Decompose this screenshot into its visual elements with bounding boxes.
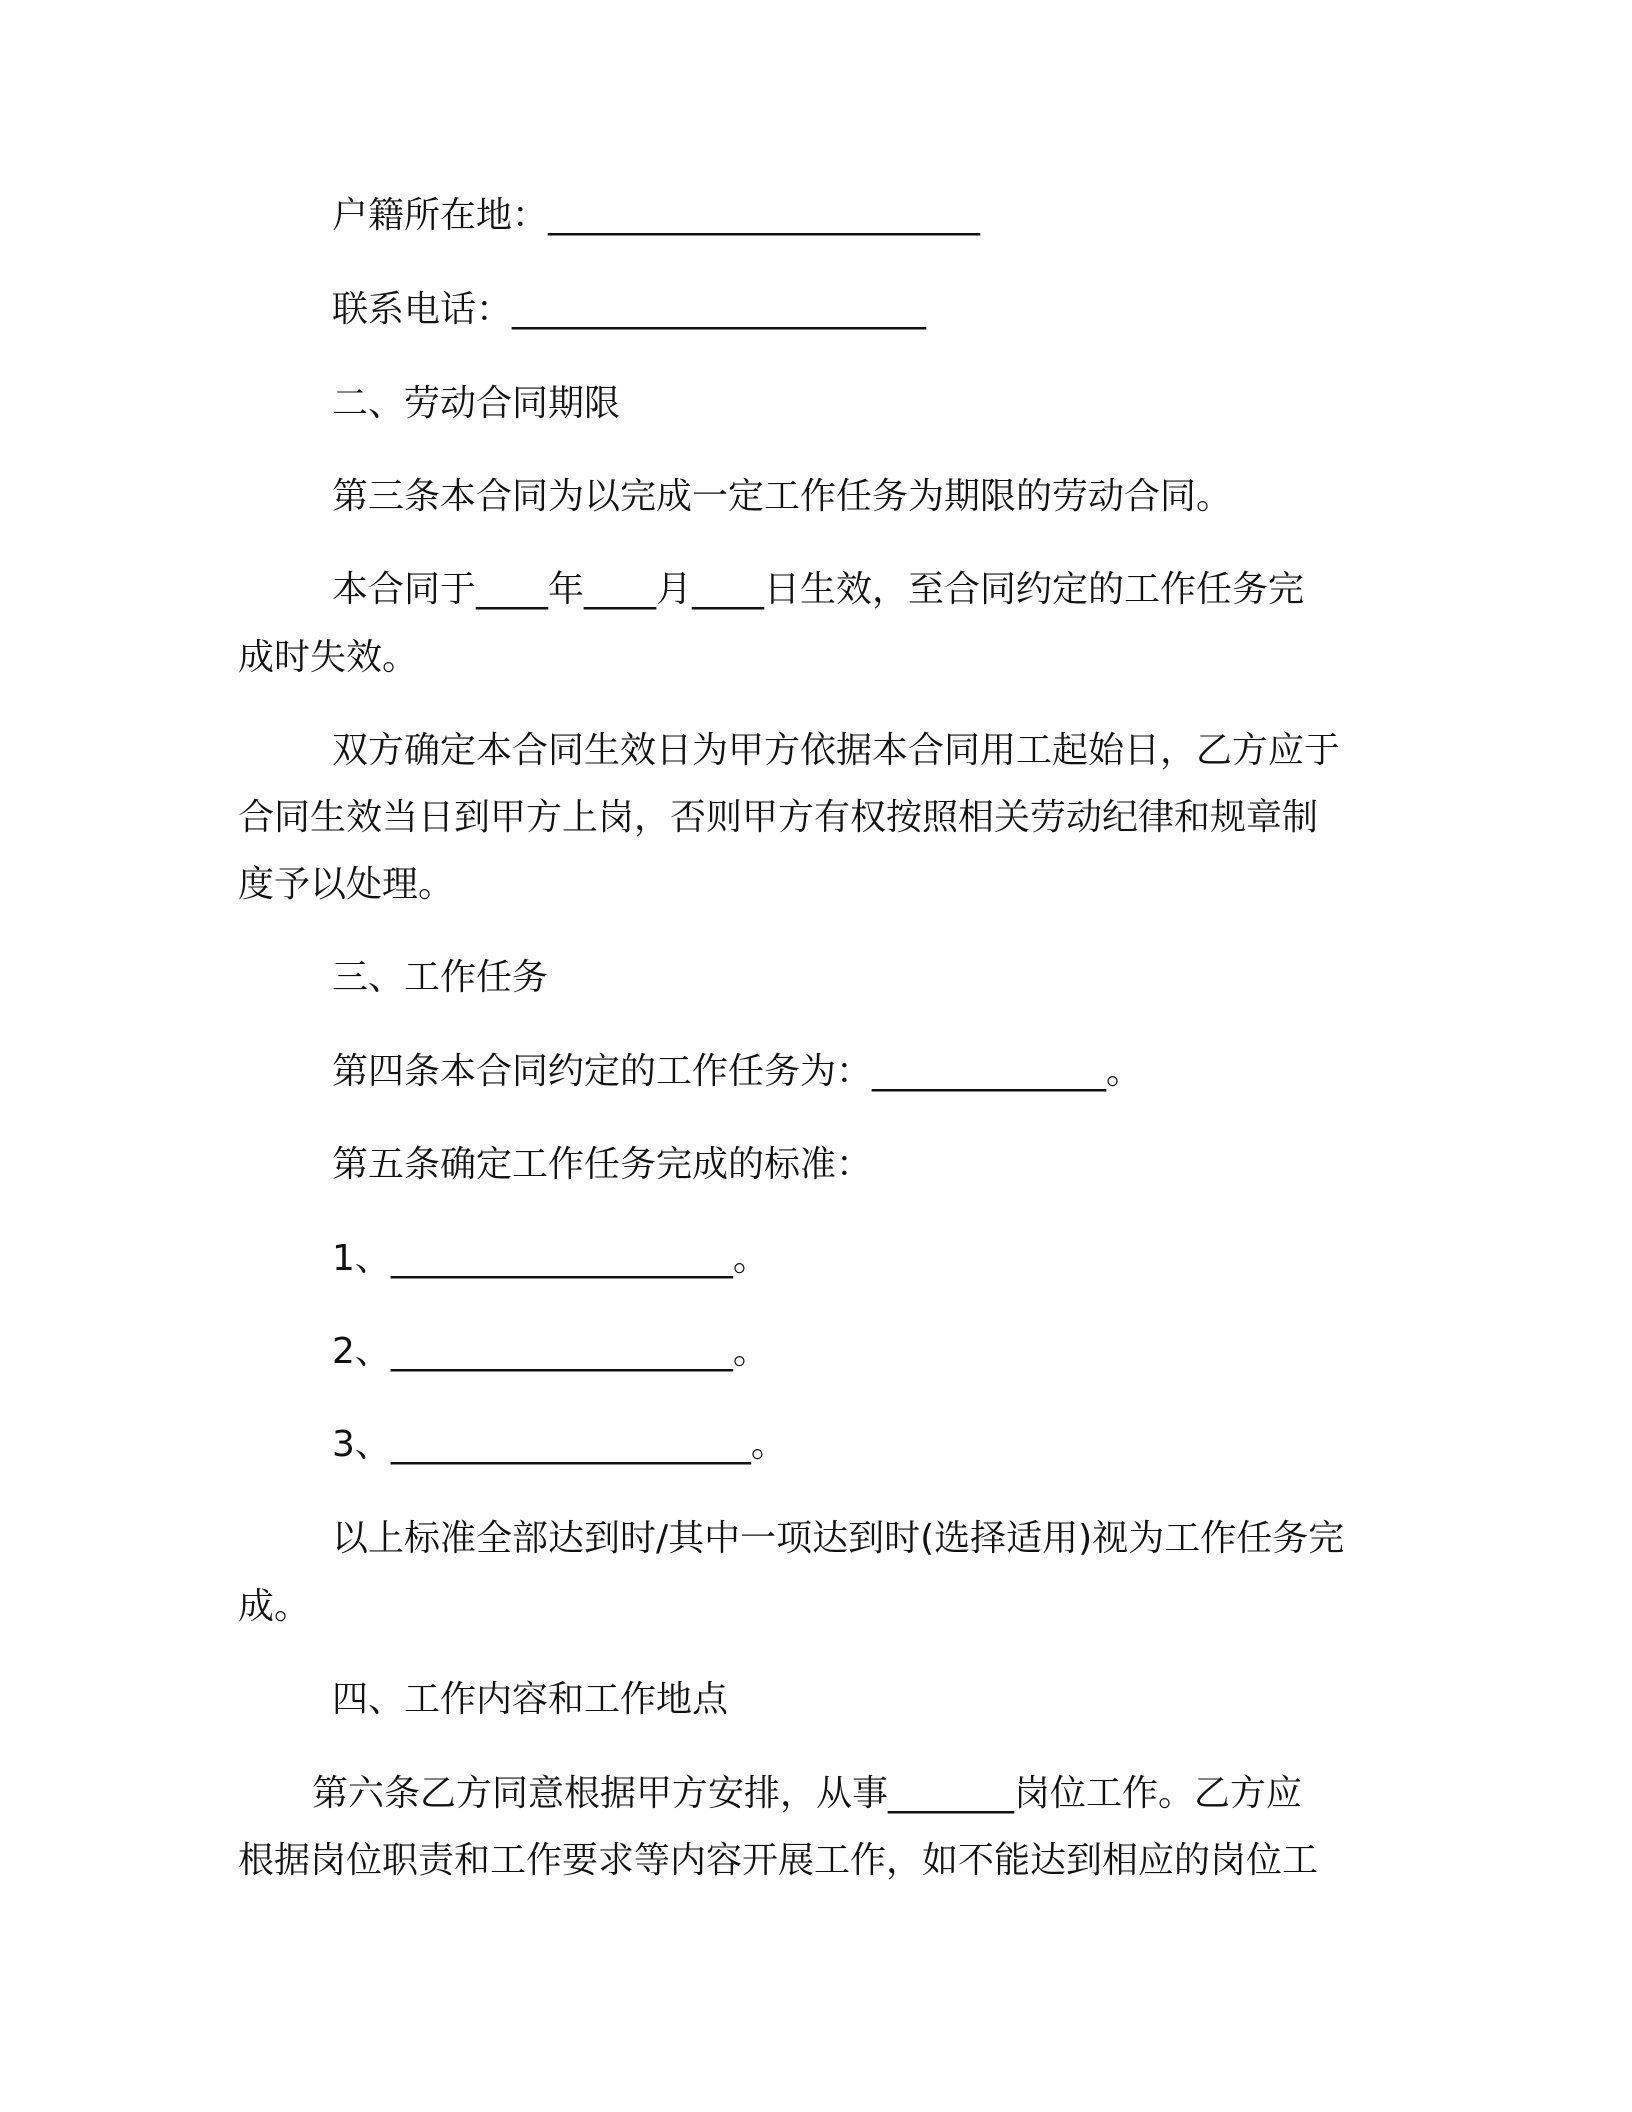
completion-rule-line-1: 以上标准全部达到时/其中一项达到时(选择适用)视为工作任务完 (332, 1518, 1345, 1559)
start-date-paragraph-line-2: 合同生效当日到甲方上岗，否则甲方有权按照相关劳动纪律和规章制 (238, 797, 1319, 838)
article-5: 第五条确定工作任务完成的标准： (332, 1144, 873, 1185)
article-3: 第三条本合同为以完成一定工作任务为期限的劳动合同。 (332, 476, 1233, 517)
start-date-paragraph-line-3: 度予以处理。 (238, 864, 455, 905)
section-heading-work-task: 三、工作任务 (332, 957, 549, 998)
effective-date-line-2: 成时失效。 (238, 637, 419, 678)
section-heading-work-content-location: 四、工作内容和工作地点 (332, 1679, 729, 1720)
effective-date-line-1: 本合同于____年____月____日生效，至合同约定的工作任务完 (332, 569, 1305, 610)
standard-item-3: 3、____________________。 (332, 1424, 787, 1465)
registered-residence-field: 户籍所在地：________________________ (332, 195, 981, 236)
section-heading-contract-term: 二、劳动合同期限 (332, 383, 621, 424)
standard-item-1: 1、___________________。 (332, 1238, 769, 1279)
standard-item-2: 2、___________________。 (332, 1331, 769, 1372)
article-6-line-1: 第六条乙方同意根据甲方安排，从事_______岗位工作。乙方应 (312, 1773, 1303, 1814)
contact-phone-field: 联系电话：_______________________ (332, 289, 927, 330)
article-4: 第四条本合同约定的工作任务为：_____________。 (332, 1051, 1143, 1092)
completion-rule-line-2: 成。 (238, 1586, 311, 1627)
start-date-paragraph-line-1: 双方确定本合同生效日为甲方依据本合同用工起始日，乙方应于 (332, 730, 1341, 771)
article-6-line-2: 根据岗位职责和工作要求等内容开展工作，如不能达到相应的岗位工 (238, 1840, 1319, 1881)
